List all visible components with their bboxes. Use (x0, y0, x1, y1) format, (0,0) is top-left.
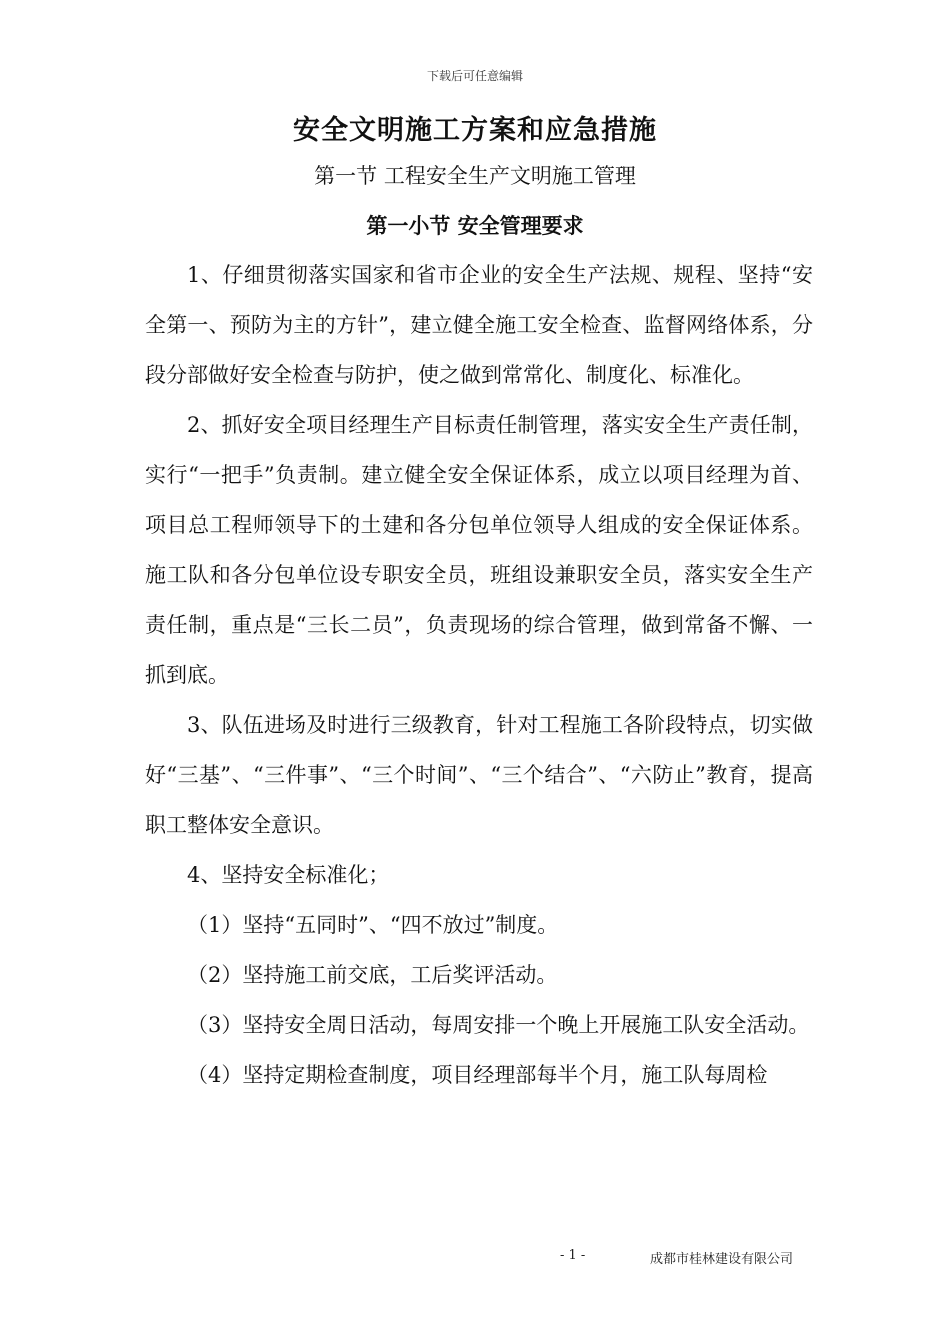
footer-company: 成都市桂林建设有限公司 (650, 1252, 794, 1267)
footer-page-number: - 1 - (560, 1248, 586, 1263)
paragraph-4-2: （2）坚持施工前交底，工后奖评活动。 (187, 963, 558, 987)
document-body (145, 250, 813, 1100)
paragraph-3: 3、队伍进场及时进行三级教育，针对工程施工各阶段特点，切实做好“三基”、“三件事”、“三个时间”、“三个结合”、“六防止”教育，提高职工整体安全意识。 (145, 713, 813, 837)
paragraph-1: 1、仔细贯彻落实国家和省市企业的安全生产法规、规程、坚持“安全第一、预防为主的方针”，建立健全施工安全检查、监督网络体系，分段分部做好安全检查与防护，使之做到常常化、制度化、标准化。 (145, 263, 813, 387)
paragraph-2: 2、抓好安全项目经理生产目标责任制管理，落实安全生产责任制，实行“一把手”负责制。建立健全安全保证体系，成立以项目经理为首、项目总工程师领导下的土建和各分包单位领导人组成的安全保证体系。施工队和各分包单位设专职安全员，班组设兼职安全员，落实安全生产责任制，重点是“三长二员”，负责现场的综合管理，做到常备不懈、一抓到底。 (145, 413, 813, 687)
subsection-heading: 第一小节 安全管理要求 (366, 213, 584, 238)
section-heading: 第一节 工程安全生产文明施工管理 (314, 164, 636, 188)
paragraph-4-3: （3）坚持安全周日活动，每周安排一个晚上开展施工队安全活动。 (187, 1013, 810, 1037)
paragraph-4-1: （1）坚持“五同时”、“四不放过”制度。 (187, 913, 559, 937)
paragraph-4-4: （4）坚持定期检查制度，项目经理部每半个月，施工队每周检 (187, 1063, 768, 1087)
document-title: 安全文明施工方案和应急措施 (293, 115, 657, 146)
header-note: 下载后可任意编辑 (426, 69, 523, 83)
paragraph-4: 4、坚持安全标准化； (187, 863, 390, 887)
